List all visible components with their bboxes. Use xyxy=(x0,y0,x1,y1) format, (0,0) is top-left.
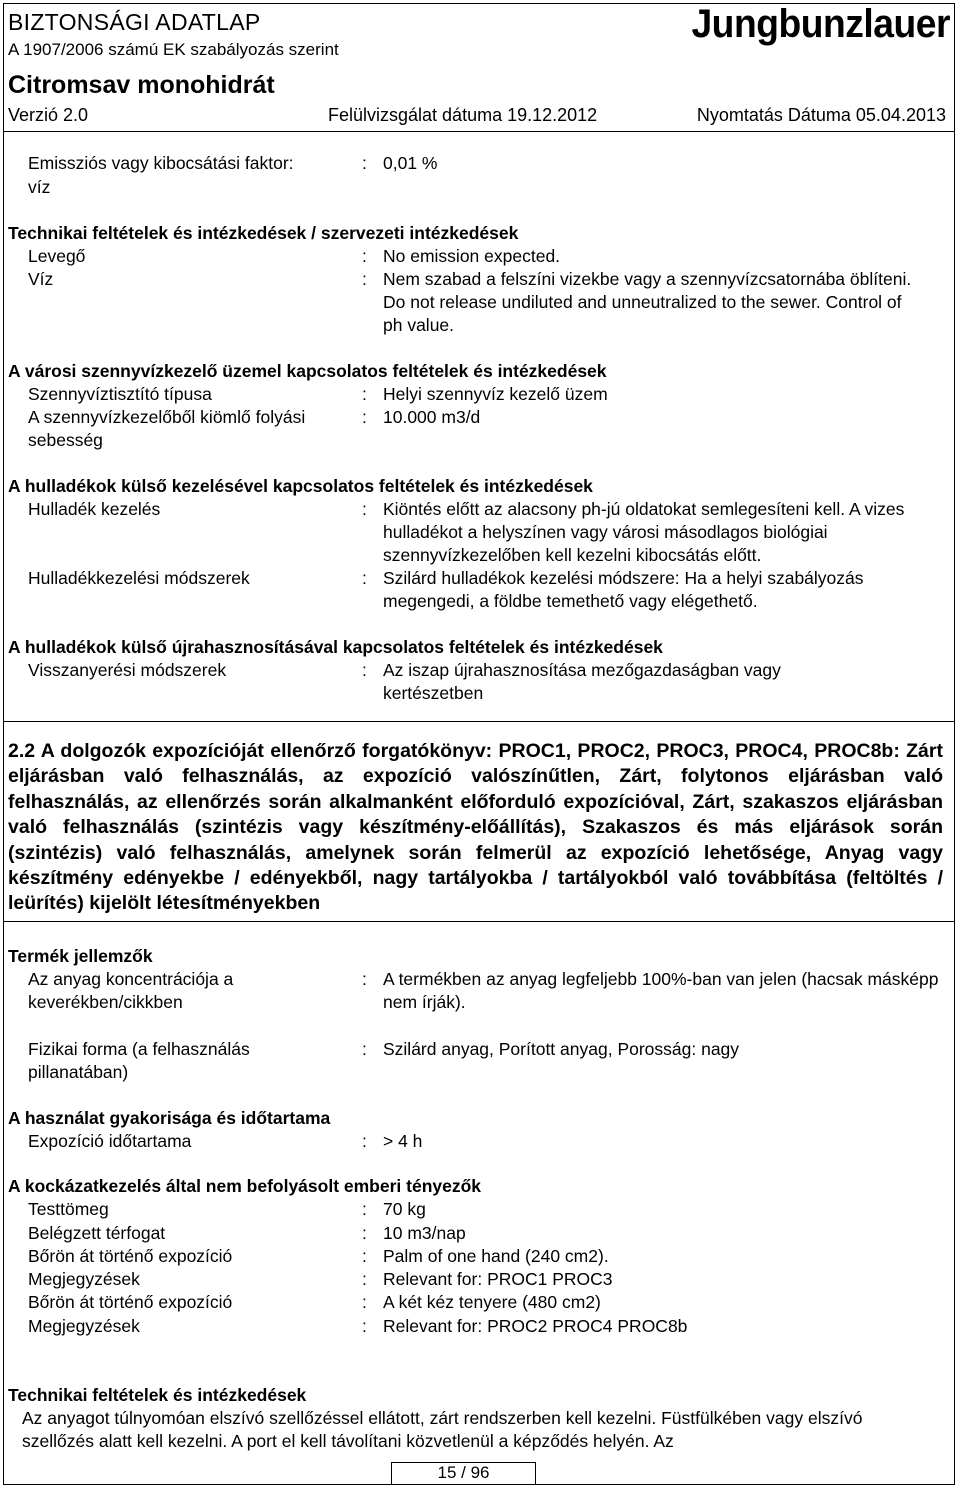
emission-label-water: víz xyxy=(28,177,51,197)
scenario-title: 2.2 A dolgozók expozícióját ellenőrző forgatókönyv: PROC1, PROC2, PROC3, PROC4, PROC8b: Zárt eljárásban való felhasználás, az expozíció valószínűtlen, Zárt, folytonos eljárásban való felhasználás, az ellenőrzés során alkalmanként előforduló expozícióval, Zárt, szakaszos eljárásban való felhasználás (szintézis vagy készítmény-előállítás), Szakaszos és más eljárások során (szintézis) való felhasználás, amelynek során felmerül az expozíció lehetősége, Anyag vagy készítmény edényekbe / edényekből, nagy tartályokba / tartályokból való továbbítása (feltöltés / leürítés) kijelölt létesítményekben xyxy=(8,740,943,915)
colon: : xyxy=(362,1223,367,1243)
section-heading: Technikai feltételek és intézkedések xyxy=(8,1385,307,1405)
row-label: Hulladék kezelés xyxy=(28,499,161,519)
colon: : xyxy=(362,246,367,266)
row-value: A két kéz tenyere (480 cm2) xyxy=(383,1292,601,1312)
section-heading: A hulladékok külső újrahasznosításával kapcsolatos feltételek és intézkedések xyxy=(8,637,663,657)
document-title: BIZTONSÁGI ADATLAP xyxy=(8,9,261,35)
colon: : xyxy=(362,1199,367,1219)
row-value: Az iszap újrahasznosítása mezőgazdaságban vagy kertészetben xyxy=(383,660,781,703)
row-label: Szennyvíztisztító típusa xyxy=(28,384,212,404)
section-divider xyxy=(3,921,955,922)
row-label: Expozíció időtartama xyxy=(28,1131,192,1151)
row-label: Belégzett térfogat xyxy=(28,1223,166,1243)
section-heading: A hulladékok külső kezelésével kapcsolatos feltételek és intézkedések xyxy=(8,476,593,496)
colon: : xyxy=(362,407,367,427)
colon: : xyxy=(362,499,367,519)
row-value: No emission expected. xyxy=(383,246,561,266)
header-divider xyxy=(3,131,955,132)
section-heading: Termék jellemzők xyxy=(8,946,153,966)
row-label: Megjegyzések xyxy=(28,1269,140,1289)
row-label: Hulladékkezelési módszerek xyxy=(28,568,250,588)
row-value: Relevant for: PROC2 PROC4 PROC8b xyxy=(383,1316,688,1336)
row-label: Víz xyxy=(28,269,54,289)
colon: : xyxy=(362,1131,367,1151)
colon: : xyxy=(362,660,367,680)
colon: : xyxy=(362,969,367,989)
revision-date: Felülvizsgálat dátuma 19.12.2012 xyxy=(328,105,598,125)
tech-conditions-text: Az anyagot túlnyomóan elszívó szellőzéssel ellátott, zárt rendszerben kell kezelni. Füstfülkében vagy elszívó szellőzés alatt kell kezelni. A port el kell távolítani közvetlenül a képződés helyén. Az xyxy=(22,1408,863,1451)
row-label: Visszanyerési módszerek xyxy=(28,660,227,680)
colon: : xyxy=(362,269,367,289)
row-value: Palm of one hand (240 cm2). xyxy=(383,1246,609,1266)
row-label: Megjegyzések xyxy=(28,1316,140,1336)
colon: : xyxy=(362,1292,367,1312)
page-number: 15 / 96 xyxy=(391,1462,536,1484)
row-value: 10.000 m3/d xyxy=(383,407,481,427)
row-label: Bőrön át történő expozíció xyxy=(28,1292,233,1312)
regulation-subtitle: A 1907/2006 számú EK szabályozás szerint xyxy=(8,40,339,59)
row-value: A termékben az anyag legfeljebb 100%-ban van jelen (hacsak másképp nem írják). xyxy=(383,969,939,1012)
row-label: Az anyag koncentrációja a keverékben/cikkben xyxy=(28,969,234,1012)
row-value: Helyi szennyvíz kezelő üzem xyxy=(383,384,608,404)
row-value: > 4 h xyxy=(383,1131,423,1151)
row-value: Nem szabad a felszíni vizekbe vagy a szennyvízcsatornába öblíteni. Do not release undiluted and unneutralized to the sewer. Control of ph value. xyxy=(383,269,912,335)
section-heading: A városi szennyvízkezelő üzemel kapcsolatos feltételek és intézkedések xyxy=(8,361,607,381)
company-logo: Jungbunzlauer xyxy=(691,2,950,46)
section-divider xyxy=(3,721,955,722)
row-value: 10 m3/nap xyxy=(383,1223,466,1243)
section-heading: Technikai feltételek és intézkedések / szervezeti intézkedések xyxy=(8,223,519,243)
section-heading: A használat gyakorisága és időtartama xyxy=(8,1108,331,1128)
emission-label: Emissziós vagy kibocsátási faktor: xyxy=(28,153,294,173)
row-label: A szennyvízkezelőből kiömlő folyási sebesség xyxy=(28,407,306,450)
emission-value: 0,01 % xyxy=(383,153,438,173)
colon: : xyxy=(362,1316,367,1336)
row-label: Levegő xyxy=(28,246,86,266)
row-label: Fizikai forma (a felhasználás pillanatában) xyxy=(28,1039,250,1082)
colon: : xyxy=(362,568,367,588)
colon: : xyxy=(362,1039,367,1059)
row-value: Szilárd hulladékok kezelési módszere: Ha a helyi szabályozás megengedi, a földbe temethető vagy elégethető. xyxy=(383,568,864,611)
product-name: Citromsav monohidrát xyxy=(8,71,275,99)
colon: : xyxy=(362,153,367,173)
row-value: Relevant for: PROC1 PROC3 xyxy=(383,1269,613,1289)
row-value: 70 kg xyxy=(383,1199,426,1219)
version: Verzió 2.0 xyxy=(8,105,89,125)
colon: : xyxy=(362,1246,367,1266)
row-value: Szilárd anyag, Porított anyag, Porosság: nagy xyxy=(383,1039,740,1059)
row-value: Kiöntés előtt az alacsony ph-jú oldatokat semlegesíteni kell. A vizes hulladékot a helyszínen vagy városi másodlagos biológiai szennyvízkezelőben kell kezelni kibocsátás előtt. xyxy=(383,499,905,565)
row-label: Bőrön át történő expozíció xyxy=(28,1246,233,1266)
row-label: Testtömeg xyxy=(28,1199,109,1219)
section-heading: A kockázatkezelés által nem befolyásolt emberi tényezők xyxy=(8,1176,482,1196)
colon: : xyxy=(362,384,367,404)
colon: : xyxy=(362,1269,367,1289)
print-date: Nyomtatás Dátuma 05.04.2013 xyxy=(696,105,946,125)
